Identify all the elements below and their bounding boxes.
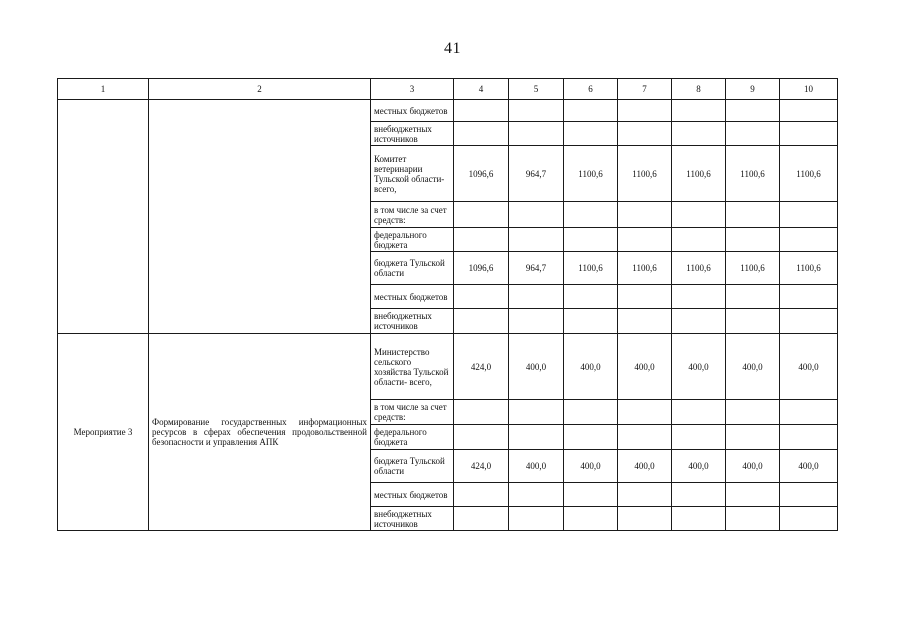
column-header-9: 9 (726, 79, 780, 100)
funding-source: местных бюджетов (371, 285, 454, 309)
table-row (58, 100, 838, 122)
value-cell-col-9: 1100,6 (726, 252, 780, 285)
value-cell-col-9 (726, 202, 780, 228)
value-cell-col-9 (726, 483, 780, 507)
value-cell-col-4: 424,0 (454, 334, 509, 400)
column-header-4: 4 (454, 79, 509, 100)
value-cell-col-7: 1100,6 (618, 146, 672, 202)
value-cell-col-10: 400,0 (780, 334, 838, 400)
value-cell-col-8: 400,0 (672, 334, 726, 400)
value-cell-col-5 (509, 285, 564, 309)
value-cell-col-4: 1096,6 (454, 252, 509, 285)
value-cell-col-5 (509, 309, 564, 334)
value-cell-col-6 (564, 425, 618, 450)
value-cell-col-10 (780, 483, 838, 507)
value-cell-col-8 (672, 285, 726, 309)
value-cell-col-9 (726, 285, 780, 309)
value-cell-col-8 (672, 309, 726, 334)
value-cell-col-4 (454, 122, 509, 146)
value-cell-col-9: 400,0 (726, 334, 780, 400)
table-header-row (58, 79, 838, 100)
value-cell-col-6: 400,0 (564, 450, 618, 483)
value-cell-col-9 (726, 228, 780, 252)
value-cell-col-7 (618, 507, 672, 531)
value-cell-col-8 (672, 425, 726, 450)
value-cell-col-8 (672, 122, 726, 146)
column-header-1: 1 (58, 79, 149, 100)
funding-source: внебюджетных источников (371, 122, 454, 146)
funding-source: местных бюджетов (371, 100, 454, 122)
value-cell-col-7 (618, 400, 672, 425)
value-cell-col-5 (509, 100, 564, 122)
value-cell-col-6 (564, 122, 618, 146)
value-cell-col-4 (454, 100, 509, 122)
budget-table (57, 78, 838, 531)
funding-source: Министерство сельского хозяйства Тульской области- всего, (371, 334, 454, 400)
value-cell-col-5 (509, 425, 564, 450)
page-number: 41 (444, 40, 461, 57)
value-cell-col-8 (672, 228, 726, 252)
value-cell-col-10 (780, 285, 838, 309)
value-cell-col-9 (726, 507, 780, 531)
value-cell-col-10 (780, 400, 838, 425)
value-cell-col-6 (564, 202, 618, 228)
funding-source: бюджета Тульской области (371, 252, 454, 285)
value-cell-col-7 (618, 285, 672, 309)
column-header-6: 6 (564, 79, 618, 100)
column-header-2: 2 (149, 79, 371, 100)
funding-source: внебюджетных источников (371, 507, 454, 531)
value-cell-col-7: 1100,6 (618, 252, 672, 285)
funding-source: федерального бюджета (371, 425, 454, 450)
value-cell-col-5: 964,7 (509, 146, 564, 202)
value-cell-col-7 (618, 122, 672, 146)
funding-source: федерального бюджета (371, 228, 454, 252)
value-cell-col-7 (618, 309, 672, 334)
value-cell-col-8 (672, 483, 726, 507)
value-cell-col-10: 1100,6 (780, 146, 838, 202)
value-cell-col-10: 1100,6 (780, 252, 838, 285)
value-cell-col-5 (509, 483, 564, 507)
value-cell-col-7 (618, 100, 672, 122)
value-cell-col-10 (780, 309, 838, 334)
value-cell-col-10 (780, 122, 838, 146)
funding-source: бюджета Тульской области (371, 450, 454, 483)
value-cell-col-10 (780, 228, 838, 252)
value-cell-col-6 (564, 228, 618, 252)
value-cell-col-9 (726, 425, 780, 450)
value-cell-col-4 (454, 400, 509, 425)
value-cell-col-6 (564, 400, 618, 425)
value-cell-col-7 (618, 202, 672, 228)
value-cell-col-5 (509, 202, 564, 228)
value-cell-col-9: 1100,6 (726, 146, 780, 202)
value-cell-col-5 (509, 122, 564, 146)
value-cell-col-6 (564, 309, 618, 334)
column-header-5: 5 (509, 79, 564, 100)
value-cell-col-4 (454, 483, 509, 507)
value-cell-col-9 (726, 122, 780, 146)
value-cell-col-6: 1100,6 (564, 252, 618, 285)
value-cell-col-6: 1100,6 (564, 146, 618, 202)
value-cell-col-8 (672, 507, 726, 531)
value-cell-col-5 (509, 228, 564, 252)
value-cell-col-7 (618, 228, 672, 252)
value-cell-col-6 (564, 507, 618, 531)
funding-source: Комитет ветеринарии Тульской области- всего, (371, 146, 454, 202)
value-cell-col-4: 424,0 (454, 450, 509, 483)
measure-name: Мероприятие 3 (58, 334, 149, 531)
value-cell-col-8: 400,0 (672, 450, 726, 483)
value-cell-col-10 (780, 100, 838, 122)
value-cell-col-6: 400,0 (564, 334, 618, 400)
value-cell-col-8 (672, 202, 726, 228)
column-header-7: 7 (618, 79, 672, 100)
funding-source: внебюджетных источников (371, 309, 454, 334)
value-cell-col-7: 400,0 (618, 450, 672, 483)
value-cell-col-7 (618, 483, 672, 507)
cell-description-continued (149, 100, 371, 334)
value-cell-col-4 (454, 309, 509, 334)
value-cell-col-5: 400,0 (509, 450, 564, 483)
value-cell-col-5: 964,7 (509, 252, 564, 285)
value-cell-col-6 (564, 285, 618, 309)
column-header-8: 8 (672, 79, 726, 100)
value-cell-col-4: 1096,6 (454, 146, 509, 202)
value-cell-col-8 (672, 100, 726, 122)
value-cell-col-7 (618, 425, 672, 450)
value-cell-col-8 (672, 400, 726, 425)
value-cell-col-9 (726, 309, 780, 334)
measure-description: Формирование государственных информационных ресурсов в сферах обеспечения продовольственной безопасности и управления АПК (149, 334, 371, 531)
value-cell-col-5 (509, 507, 564, 531)
value-cell-col-4 (454, 507, 509, 531)
value-cell-col-10 (780, 202, 838, 228)
value-cell-col-6 (564, 100, 618, 122)
value-cell-col-4 (454, 202, 509, 228)
value-cell-col-8: 1100,6 (672, 252, 726, 285)
value-cell-col-10: 400,0 (780, 450, 838, 483)
value-cell-col-8: 1100,6 (672, 146, 726, 202)
value-cell-col-9: 400,0 (726, 450, 780, 483)
value-cell-col-4 (454, 228, 509, 252)
funding-source: в том числе за счет средств: (371, 400, 454, 425)
value-cell-col-5: 400,0 (509, 334, 564, 400)
value-cell-col-9 (726, 400, 780, 425)
table-row (58, 334, 838, 400)
value-cell-col-9 (726, 100, 780, 122)
funding-source: в том числе за счет средств: (371, 202, 454, 228)
value-cell-col-4 (454, 425, 509, 450)
value-cell-col-5 (509, 400, 564, 425)
column-header-3: 3 (371, 79, 454, 100)
value-cell-col-4 (454, 285, 509, 309)
value-cell-col-10 (780, 507, 838, 531)
funding-source: местных бюджетов (371, 483, 454, 507)
column-header-10: 10 (780, 79, 838, 100)
value-cell-col-10 (780, 425, 838, 450)
value-cell-col-7: 400,0 (618, 334, 672, 400)
cell-measure-continued (58, 100, 149, 334)
value-cell-col-6 (564, 483, 618, 507)
